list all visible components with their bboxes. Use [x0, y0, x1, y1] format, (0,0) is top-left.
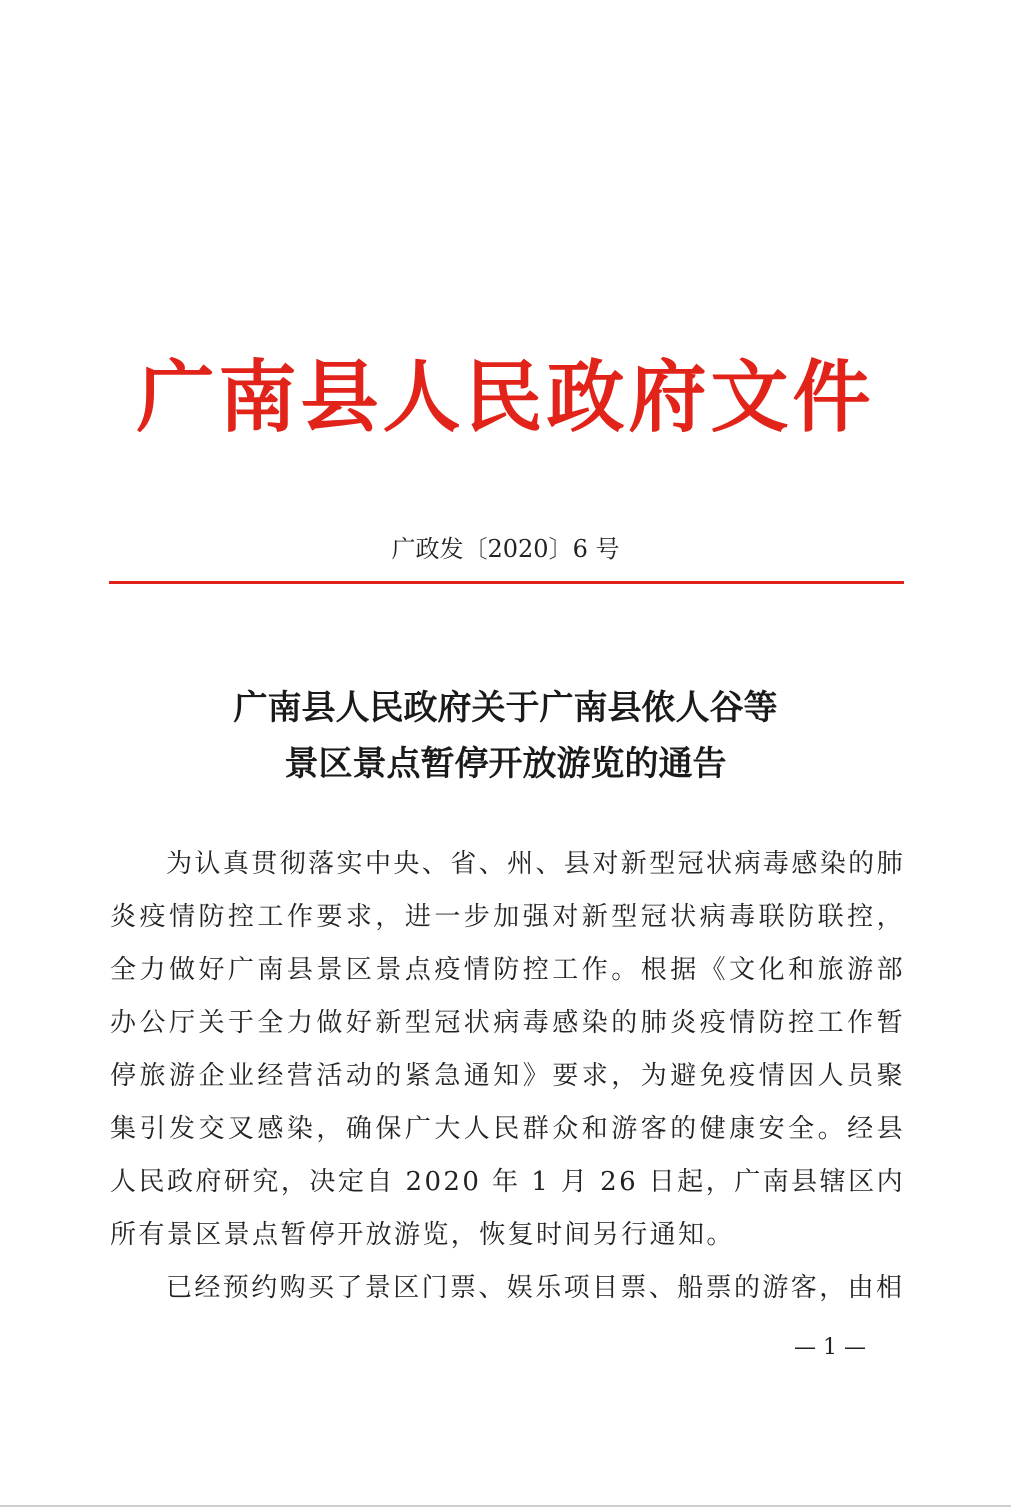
- body-paragraph-1: 为认真贯彻落实中央、省、州、县对新型冠状病毒感染的肺炎疫情防控工作要求，进一步加强对新型冠状病毒联防联控，全力做好广南县景区景点疫情防控工作。根据《文化和旅游部办公厅关于全力做好新型冠状病毒感染的肺炎疫情防控工作暂停旅游企业经营活动的紧急通知》要求，为避免疫情因人员聚集引发交叉感染，确保广大人民群众和游客的健康安全。经县人民政府研究，决定自 2020 年 1 月 26 日起，广南县辖区内所有景区景点暂停开放游览，恢复时间另行通知。: [110, 849, 905, 1250]
- notice-body: [110, 838, 905, 1315]
- page-bottom-edge: [0, 1505, 1011, 1507]
- notice-title-line-2: 景区景点暂停开放游览的通告: [284, 744, 727, 784]
- notice-title-line-1: 广南县人民政府关于广南县侬人谷等: [233, 688, 778, 728]
- red-divider-line: [109, 581, 904, 584]
- issuer-title: 广南县人民政府文件: [136, 352, 875, 443]
- document-number: 广政发〔2020〕6 号: [391, 535, 620, 563]
- body-paragraph-2: 已经预约购买了景区门票、娱乐项目票、船票的游客，由相: [166, 1273, 905, 1303]
- notice-title: [0, 680, 1011, 792]
- page-number: — 1 —: [794, 1335, 866, 1360]
